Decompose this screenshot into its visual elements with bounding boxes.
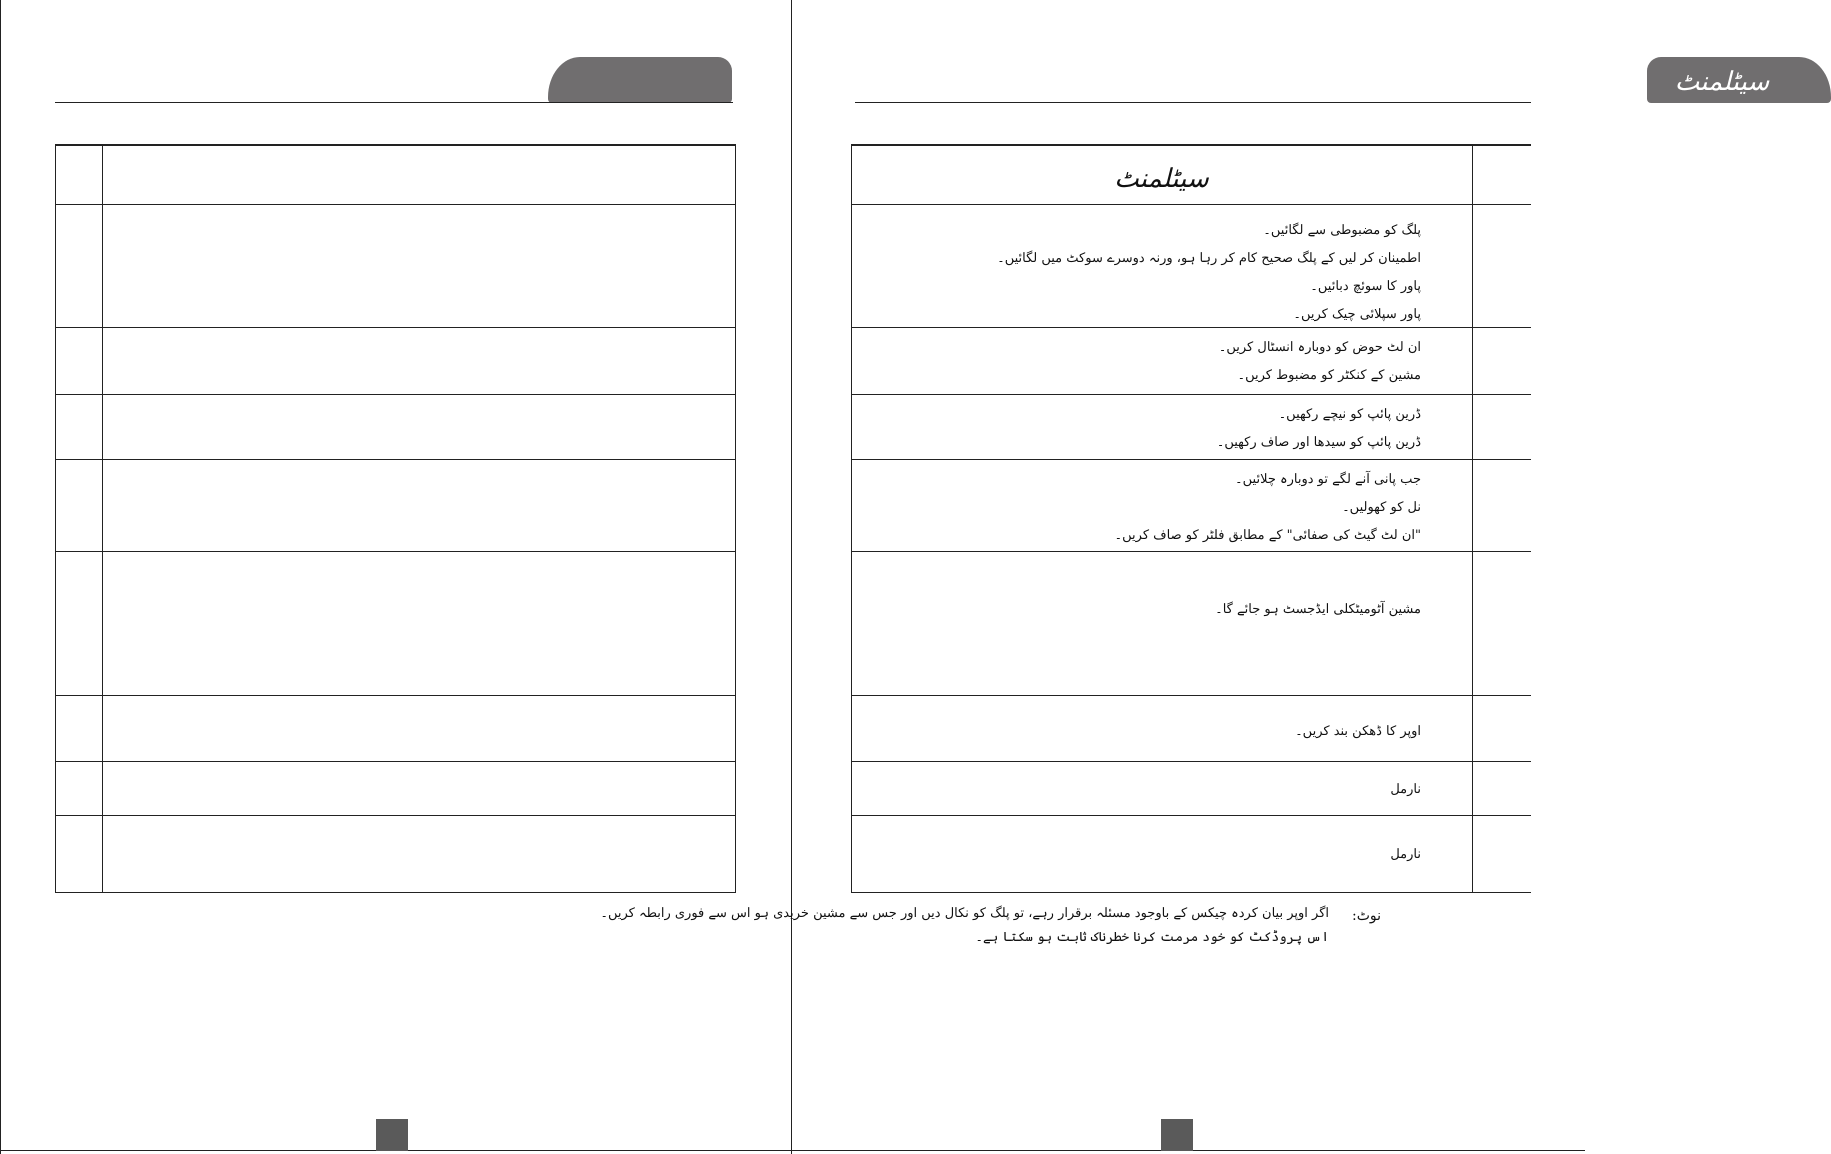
left-table-row	[56, 394, 735, 459]
table-header-row	[852, 145, 1531, 204]
table-row	[852, 394, 1531, 459]
left-table-row	[56, 327, 735, 394]
table-row	[852, 327, 1531, 394]
solution-text	[1115, 466, 1421, 550]
left-header-tab	[548, 57, 732, 103]
table-row	[852, 761, 1531, 815]
solution-text	[1390, 776, 1421, 804]
note-label: نوٹ:	[1352, 908, 1382, 924]
solution-line: اوپر کا ڈھکن بند کریں۔	[1295, 724, 1421, 739]
solution-line: نارمل	[1390, 782, 1421, 797]
solution-line: مشین آٹومیٹکلی ایڈجسٹ ہو جائے گا۔	[1215, 602, 1421, 617]
solution-line: مشین کے کنکٹر کو مضبوط کریں۔	[1237, 368, 1421, 383]
solution-text	[997, 217, 1421, 329]
solution-line: ڈرین پائپ کو نیچے رکھیں۔	[1278, 407, 1421, 422]
table-row	[852, 551, 1531, 695]
solution-line: نارمل	[1390, 847, 1421, 862]
left-table	[55, 144, 736, 893]
left-header-rule	[55, 102, 733, 103]
solution-text	[1217, 401, 1421, 457]
left-table-row	[56, 815, 735, 893]
page-number-box	[376, 1119, 408, 1151]
solution-text	[1390, 841, 1421, 869]
table-row	[852, 695, 1531, 761]
right-table	[851, 144, 1531, 893]
solution-text	[1219, 334, 1421, 390]
solution-line: پاور سپلائی چیک کریں۔	[1293, 307, 1421, 322]
right-tab-title: سیٹلمنٹ	[1674, 67, 1770, 97]
table-row	[852, 204, 1531, 327]
solution-line: پلگ کو مضبوطی سے لگائیں۔	[1263, 223, 1421, 238]
left-page	[0, 0, 792, 1154]
note-line-2: اس پروڈکٹ کو خود مرمت کرنا خطرناک ثابت ہو سکتا ہے۔	[975, 930, 1329, 945]
page-number-box	[1161, 1119, 1193, 1151]
left-table-row	[56, 551, 735, 695]
solution-text	[1295, 718, 1421, 746]
left-table-row	[56, 204, 735, 327]
solution-line: اطمینان کر لیں کے پلگ صحیح کام کر رہا ہو، ورنہ دوسرے سوکٹ میں لگائیں۔	[997, 251, 1421, 266]
solution-line: ان لٹ حوض کو دوبارہ انسٹال کریں۔	[1218, 340, 1421, 355]
table-row	[852, 459, 1531, 551]
right-header-rule	[855, 102, 1531, 103]
solution-text	[1215, 596, 1421, 624]
solution-line: جب پانی آنے لگے تو دوبارہ چلائیں۔	[1235, 472, 1421, 487]
solution-line: نل کو کھولیں۔	[1342, 500, 1421, 515]
table-header-title: سیٹلمنٹ	[1114, 164, 1209, 194]
left-table-row	[56, 145, 735, 204]
right-header-tab	[1647, 57, 1831, 103]
table-row	[852, 815, 1531, 893]
left-table-row	[56, 761, 735, 815]
left-table-row	[56, 695, 735, 761]
note-line-1: اگر اوپر بیان کردہ چیکس کے باوجود مسئلہ برقرار رہے، تو پلگ کو نکال دیں اور جس سے مشین خریدی ہو اس سے فوری رابطہ کریں۔	[600, 906, 1329, 921]
solution-line: پاور کا سوئچ دبائیں۔	[1310, 279, 1421, 294]
left-table-row	[56, 459, 735, 551]
solution-line: ڈرین پائپ کو سیدھا اور صاف رکھیں۔	[1216, 435, 1421, 450]
solution-line: "ان لٹ گیٹ کی صفائی" کے مطابق فلٹر کو صاف کریں۔	[1114, 528, 1421, 543]
